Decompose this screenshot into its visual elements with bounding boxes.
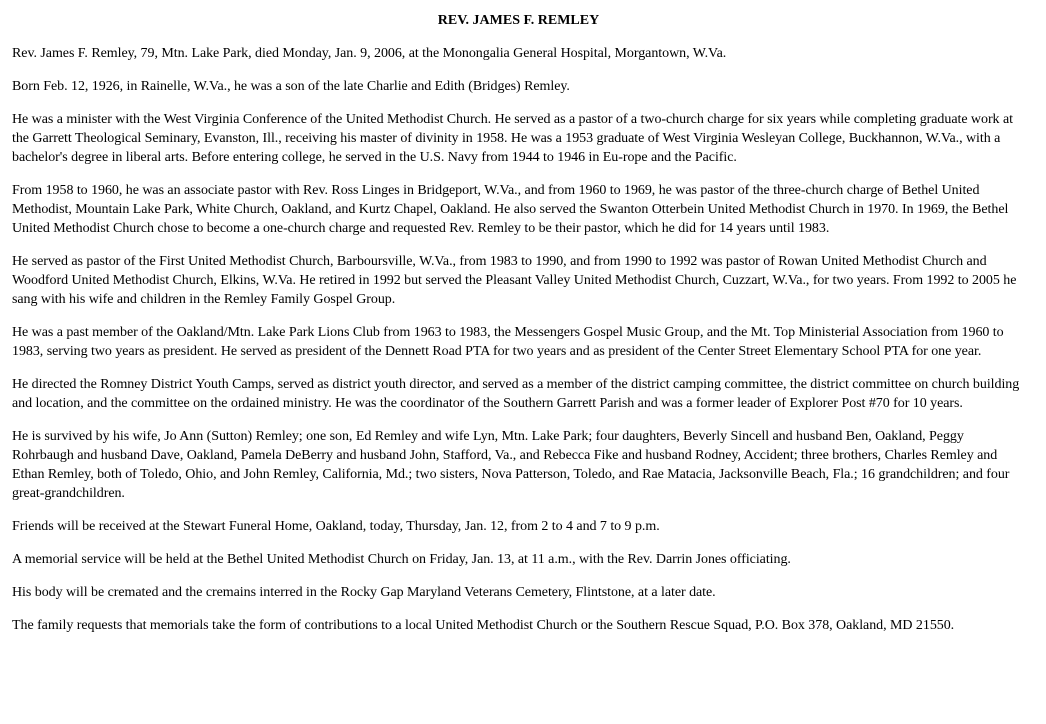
- obituary-document: [12, 0, 1022, 635]
- paragraph-cremation: His body will be cremated and the cremains interred in the Rocky Gap Maryland Veterans Cemetery, Flintstone, at a later date.: [12, 585, 716, 600]
- paragraph-memorial-service: A memorial service will be held at the Bethel United Methodist Church on Friday, Jan. 13, at 11 a.m., with the Rev. Darrin Jones officiating.: [12, 552, 791, 567]
- paragraph-visitation: Friends will be received at the Stewart Funeral Home, Oakland, today, Thursday, Jan. 12, from 2 to 4 and 7 to 9 p.m.: [12, 519, 660, 534]
- paragraph-death-notice: Rev. James F. Remley, 79, Mtn. Lake Park, died Monday, Jan. 9, 2006, at the Monongalia General Hospital, Morgantown, W.Va.: [12, 46, 727, 61]
- obituary-title: REV. JAMES F. REMLEY: [437, 13, 600, 28]
- paragraph-memorial-contributions: The family requests that memorials take the form of contributions to a local United Methodist Church or the Southern Rescue Squad, P.O. Box 378, Oakland, MD 21550.: [12, 618, 955, 633]
- paragraph-birth: Born Feb. 12, 1926, in Rainelle, W.Va., he was a son of the late Charlie and Edith (Bridges) Remley.: [12, 79, 570, 94]
- paragraph-survivors: He is survived by his wife, Jo Ann (Sutton) Remley; one son, Ed Remley and wife Lyn, Mtn. Lake Park; four daughters, Beverly Sincell and husband Ben, Oakland, Peggy Rohrbaugh and husband Dave, Oakland, Pamela DeBerry and husband John, Stafford, Va., and Rebecca Fike and husband Rodney, Accident; three brothers, Charles Remley and Ethan Remley, both of Toledo, Ohio, and John Remley, California, Md.; two sisters, Nova Patterson, Toledo, and Rae Matacia, Jacksonville Beach, Fla.; 16 grandchildren; and four great-grandchildren.: [12, 429, 1010, 501]
- paragraph-pastorates-1983: He served as pastor of the First United Methodist Church, Barboursville, W.Va., from 1983 to 1990, and from 1990 to 1992 was pastor of Rowan United Methodist Church and Woodford United Methodist Church, Elkins, W.Va. He retired in 1992 but served the Pleasant Valley United Methodist Church, Cuzzart, W.Va., for two years. From 1992 to 2005 he sang with his wife and children in the Remley Family Gospel Group.: [12, 254, 1017, 307]
- paragraph-youth-camps: He directed the Romney District Youth Camps, served as district youth director, and served as a member of the district camping committee, the district committee on church building and location, and the committee on the ordained ministry. He was the coordinator of the Southern Garrett Parish and was a former leader of Explorer Post #70 for 10 years.: [12, 377, 1020, 411]
- paragraph-ministry: He was a minister with the West Virginia Conference of the United Methodist Church. He served as a pastor of a two-church charge for six years while completing graduate work at the Garrett Theological Seminary, Evanston, Ill., receiving his master of divinity in 1958. He was a 1953 graduate of West Virginia Wesleyan College, Buckhannon, W.Va., with a bachelor's degree in liberal arts. Before entering college, he served in the U.S. Navy from 1944 to 1946 in Eu-rope and the Pacific.: [12, 112, 1013, 165]
- paragraph-pastorates-1958: From 1958 to 1960, he was an associate pastor with Rev. Ross Linges in Bridgeport, W.Va., and from 1960 to 1969, he was pastor of the three-church charge of Bethel United Methodist, Mountain Lake Park, White Church, Oakland, and Kurtz Chapel, Oakland. He also served the Swanton Otterbein United Methodist Church in 1970. In 1969, the Bethel United Methodist Church chose to become a one-church charge and requested Rev. Remley to be their pastor, which he did for 14 years until 1983.: [12, 183, 1009, 236]
- paragraph-memberships: He was a past member of the Oakland/Mtn. Lake Park Lions Club from 1963 to 1983, the Messengers Gospel Music Group, and the Mt. Top Ministerial Association from 1960 to 1983, serving two years as president. He served as president of the Dennett Road PTA for two years and as president of the Center Street Elementary School PTA for one year.: [12, 325, 1004, 359]
